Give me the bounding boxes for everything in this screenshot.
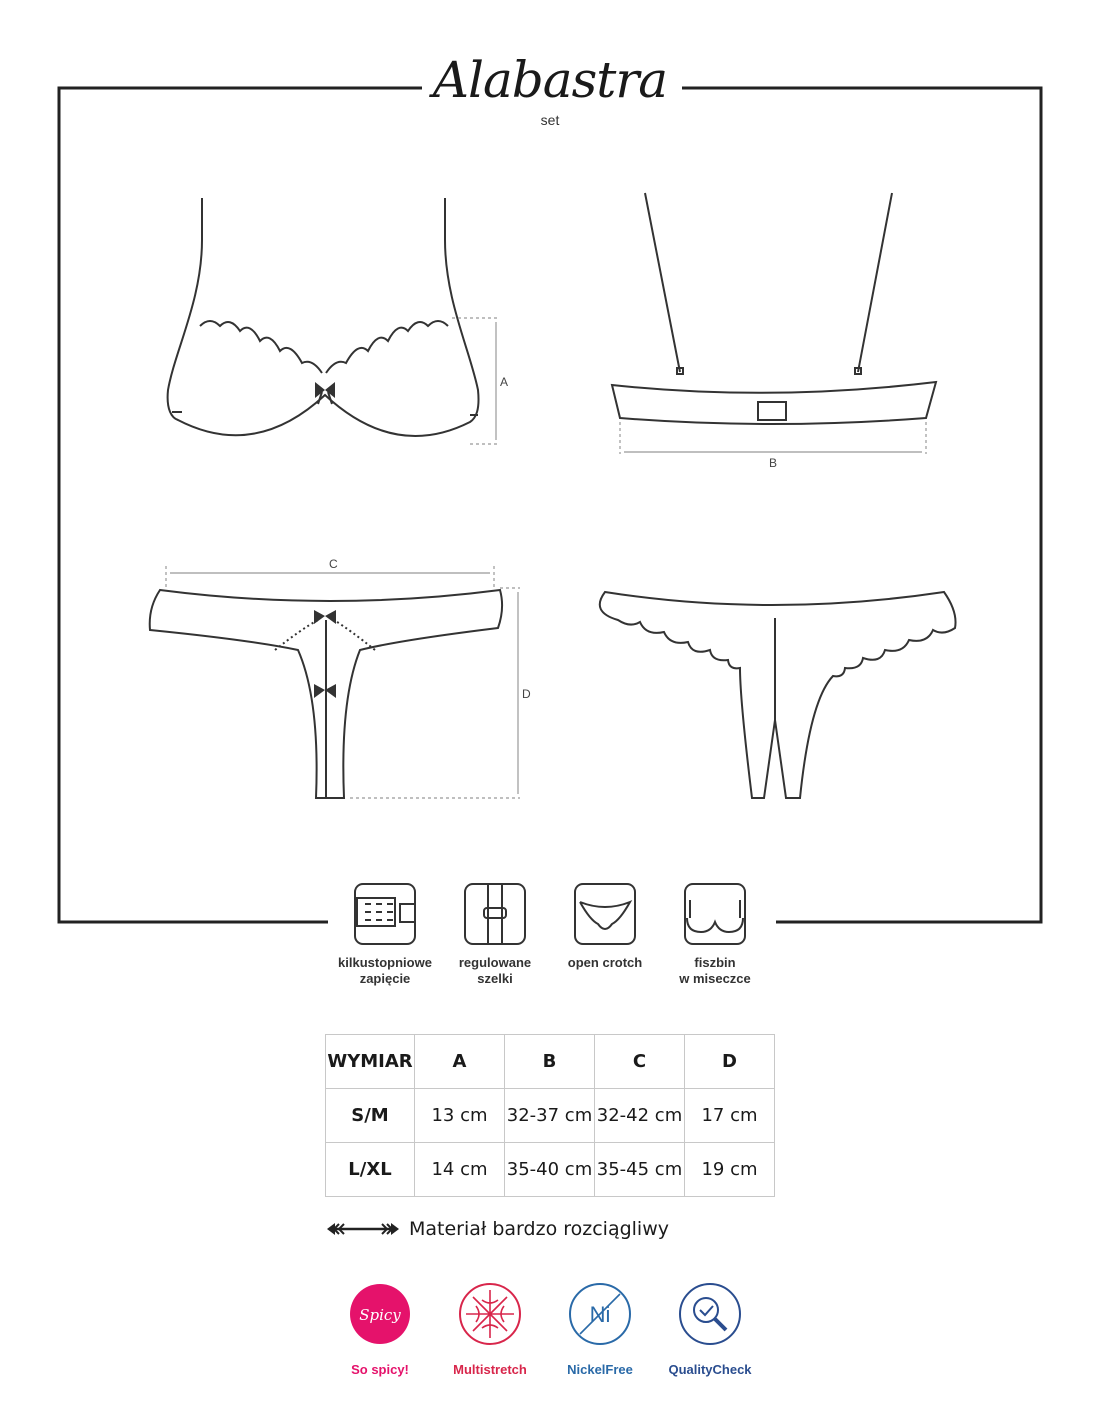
stretch-arrows-icon xyxy=(325,1221,401,1237)
feature-label-line: regulowane xyxy=(458,955,532,970)
feature-label-line: zapięcie xyxy=(359,971,411,986)
table-row-header: L/XL xyxy=(326,1143,415,1197)
dimension-b-label: B xyxy=(769,456,778,470)
table-row xyxy=(326,1089,775,1143)
badge-multistretch xyxy=(435,1352,545,1377)
feature-label-clasp xyxy=(325,955,445,987)
badge-icons xyxy=(350,1284,740,1344)
table-row-header: S/M xyxy=(326,1089,415,1143)
spicy-icon-text: Spicy xyxy=(359,1306,401,1324)
table-row xyxy=(326,1143,775,1197)
table-header-cell: A xyxy=(415,1035,505,1089)
feature-label-straps xyxy=(435,955,555,987)
outer-frame xyxy=(59,88,1041,922)
table-cell: 14 cm xyxy=(415,1143,505,1197)
brand-subtitle: set xyxy=(540,112,560,128)
nickel-icon-text: Ni xyxy=(589,1302,611,1327)
dimension-d xyxy=(350,588,520,798)
table-header-cell: D xyxy=(685,1035,775,1089)
feature-label-line: w miseczce xyxy=(679,971,751,986)
bra-front-drawing xyxy=(168,198,479,436)
table-cell: 32-37 cm xyxy=(505,1089,595,1143)
stretch-note xyxy=(325,1214,669,1244)
badge-label: Multistretch xyxy=(453,1362,527,1377)
feature-label-line: szelki xyxy=(477,971,513,986)
feature-label-open-crotch xyxy=(545,955,665,971)
brand-header xyxy=(400,50,700,128)
bra-back-drawing xyxy=(612,193,936,424)
dimension-b xyxy=(620,422,926,454)
brand-title: Alabastra xyxy=(432,51,668,109)
table-cell: 32-42 cm xyxy=(595,1089,685,1143)
badge-label: So spicy! xyxy=(351,1362,409,1377)
table-header-row xyxy=(326,1035,775,1089)
size-table xyxy=(325,1034,775,1197)
dimension-d-label: D xyxy=(522,687,531,701)
badge-nickel-free xyxy=(545,1352,655,1377)
table-cell: 19 cm xyxy=(685,1143,775,1197)
feature-label-line: kilkustopniowe xyxy=(338,955,432,970)
table-cell: 35-45 cm xyxy=(595,1143,685,1197)
table-header-cell: C xyxy=(595,1035,685,1089)
thong-back-drawing xyxy=(600,592,956,798)
feature-label-line: fiszbin xyxy=(694,955,736,970)
table-cell: 35-40 cm xyxy=(505,1143,595,1197)
badge-quality-check xyxy=(655,1352,765,1377)
badge-so-spicy xyxy=(325,1352,435,1377)
feature-icons xyxy=(355,884,745,944)
badge-label: QualityCheck xyxy=(668,1362,752,1377)
table-cell: 13 cm xyxy=(415,1089,505,1143)
table-header-cell: WYMIAR xyxy=(326,1035,415,1089)
badge-label: NickelFree xyxy=(567,1362,633,1377)
stretch-note-text: Materiał bardzo rozciągliwy xyxy=(409,1218,669,1240)
feature-label-underwire xyxy=(655,955,775,987)
table-header-cell: B xyxy=(505,1035,595,1089)
dimension-a-label: A xyxy=(500,375,509,389)
thong-front-drawing xyxy=(150,590,502,798)
table-cell: 17 cm xyxy=(685,1089,775,1143)
feature-label-line: open crotch xyxy=(567,955,643,970)
dimension-c-label: C xyxy=(329,557,338,571)
